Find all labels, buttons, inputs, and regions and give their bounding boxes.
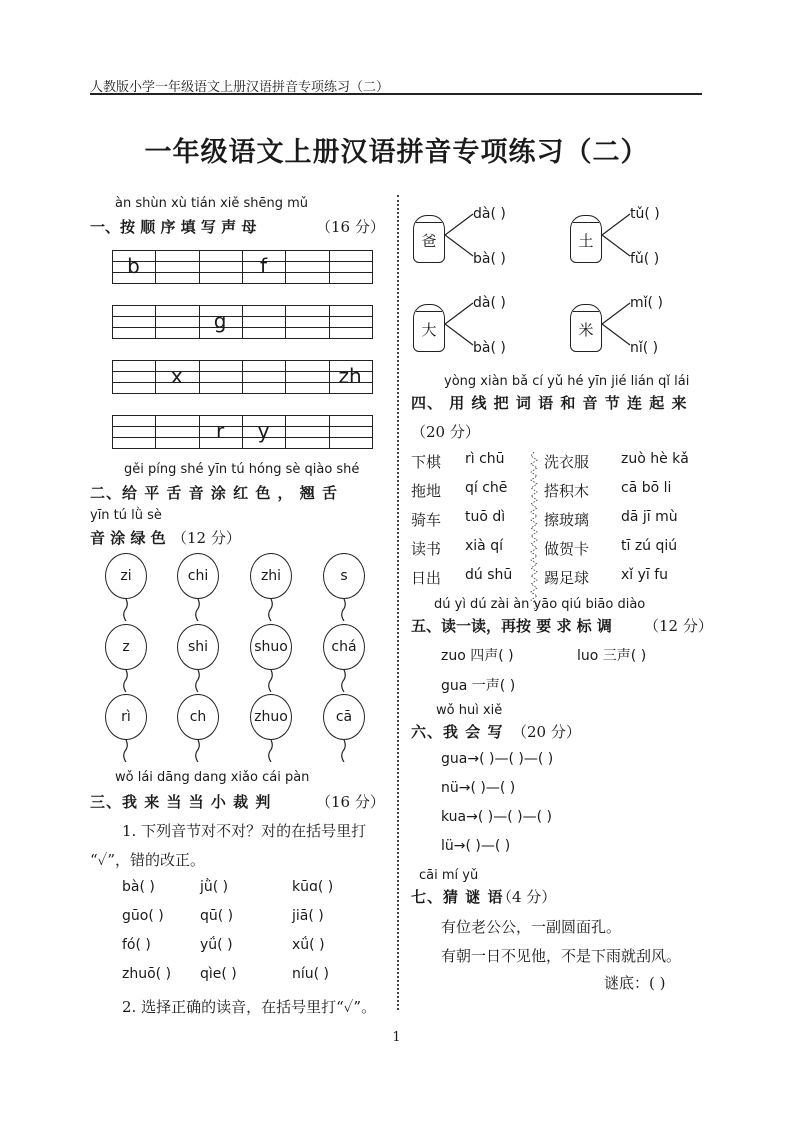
s4-score: （20 分）	[411, 423, 480, 441]
grid-divider	[112, 415, 113, 449]
grid-divider	[285, 360, 286, 394]
grid-cell[interactable]: x	[170, 364, 183, 388]
character-jar: 土	[570, 215, 602, 263]
page-number: 1	[392, 1030, 401, 1045]
match-word[interactable]: 搭积木	[544, 482, 590, 500]
judge-item[interactable]: jiā( )	[292, 908, 324, 924]
match-word[interactable]: 擦玻璃	[544, 511, 590, 529]
branch-lines	[602, 210, 632, 260]
balloon[interactable]: rì	[105, 694, 147, 740]
grid-divider	[242, 305, 243, 339]
judge-item[interactable]: níu( )	[292, 966, 330, 982]
balloon-string	[122, 740, 130, 762]
s4-pinyin: yòng xiàn bǎ cí yǔ hé yīn jié lián qǐ lái	[444, 374, 690, 389]
balloon-string	[340, 599, 348, 621]
s6-score: （20 分）	[512, 723, 581, 741]
s1-score: （16 分）	[316, 218, 385, 236]
balloon[interactable]: chá	[323, 624, 365, 670]
judge-item[interactable]: qū( )	[200, 908, 234, 924]
balloon[interactable]: shuo	[250, 624, 292, 670]
match-word[interactable]: 踢足球	[544, 569, 590, 587]
grid-divider	[155, 250, 156, 284]
write-tones-item[interactable]: kua→( )—( )—( )	[441, 809, 552, 825]
grid-divider	[199, 250, 200, 284]
write-tones-item[interactable]: gua→( )—( )—( )	[441, 751, 554, 767]
balloon[interactable]: zi	[105, 553, 147, 599]
character-jar: 米	[570, 304, 602, 352]
s6-heading: 六、我 会 写	[411, 723, 504, 741]
reading-option-top[interactable]: mǐ( )	[630, 295, 663, 311]
running-header: 人教版小学一年级语文上册汉语拼音专项练习（二）	[90, 80, 390, 95]
branch-lines	[602, 299, 632, 349]
s2-pinyin-2: yīn tú lǜ sè	[90, 508, 162, 523]
match-word[interactable]: 下棋	[411, 453, 442, 471]
grid-divider	[285, 305, 286, 339]
s7-heading: 七、猜 谜 语	[411, 888, 504, 906]
s4-heading: 四、 用 线 把 词 语 和 音 节 连 起 来	[411, 394, 688, 412]
balloon-string	[122, 670, 130, 692]
match-pinyin[interactable]: tuō dì	[465, 509, 506, 525]
grid-divider	[329, 305, 330, 339]
reading-option-top[interactable]: tǔ( )	[630, 206, 660, 222]
page-title: 一年级语文上册汉语拼音专项练习（二）	[144, 137, 649, 168]
judge-item[interactable]: yǘ( )	[200, 937, 233, 953]
header-rule	[90, 93, 702, 95]
balloon-string	[194, 670, 202, 692]
reading-option-bottom[interactable]: bà( )	[473, 251, 506, 267]
judge-item[interactable]: jǜ( )	[200, 879, 229, 895]
match-word[interactable]: 洗衣服	[544, 453, 590, 471]
pinyin-grid-row	[112, 360, 372, 394]
balloon-string	[267, 599, 275, 621]
grid-divider	[155, 415, 156, 449]
character-jar: 爸	[413, 215, 445, 263]
s3-heading: 三、我 来 当 当 小 裁 判	[90, 793, 272, 811]
reading-option-top[interactable]: dà( )	[473, 206, 506, 222]
s2-heading-1: 二、给 平 舌 音 涂 红 色 ， 翘 舌	[90, 484, 339, 502]
match-pinyin[interactable]: tī zú qiú	[621, 538, 678, 554]
grid-divider	[329, 250, 330, 284]
balloon-string	[194, 740, 202, 762]
s7-riddle-line-1: 有位老公公，一副圆面孔。	[441, 918, 622, 936]
s7-pinyin: cāi mí yǔ	[419, 868, 479, 883]
grid-divider	[372, 250, 373, 284]
s3-question-2: 2. 选择正确的读音，在括号里打“✓”。	[122, 998, 377, 1016]
grid-divider	[372, 305, 373, 339]
judge-item[interactable]: gūo( )	[122, 908, 164, 924]
reading-option-top[interactable]: dà( )	[473, 295, 506, 311]
grid-divider	[242, 360, 243, 394]
pinyin-grid-row	[112, 250, 372, 284]
balloon[interactable]: zhi	[250, 553, 292, 599]
s3-pinyin: wǒ lái dāng dang xiǎo cái pàn	[115, 770, 310, 785]
balloon[interactable]: ch	[177, 694, 219, 740]
match-pinyin[interactable]: cā bō li	[621, 480, 672, 496]
pinyin-grid-row	[112, 305, 372, 339]
judge-item[interactable]: fó( )	[122, 937, 151, 953]
balloon-string	[340, 670, 348, 692]
column-divider	[397, 195, 399, 1010]
s3-question-1a: 1. 下列音节对不对？对的在括号里打	[122, 822, 367, 840]
s5-score: （12 分）	[644, 617, 713, 635]
pinyin-grid-row	[112, 415, 372, 449]
grid-cell[interactable]: r	[216, 419, 225, 443]
balloon[interactable]: zhuo	[250, 694, 292, 740]
grid-cell[interactable]: g	[213, 309, 227, 333]
balloon-string	[340, 740, 348, 762]
match-pinyin[interactable]: xià qí	[465, 538, 503, 554]
match-pinyin[interactable]: xǐ yī fu	[621, 567, 669, 583]
balloon[interactable]: s	[323, 553, 365, 599]
s5-heading: 五、读一读，再按 要 求 标 调	[411, 617, 612, 635]
branch-lines	[445, 299, 475, 349]
s5-item-luo: luo 三声( )	[577, 648, 647, 664]
dotted-column-separator	[530, 452, 538, 610]
grid-divider	[199, 360, 200, 394]
reading-option-bottom[interactable]: fǔ( )	[630, 251, 660, 267]
grid-divider	[372, 415, 373, 449]
balloon[interactable]: shi	[177, 624, 219, 670]
match-pinyin[interactable]: dā jī mù	[621, 509, 678, 525]
s7-riddle-line-2: 有朝一日不见他，不是下雨就刮风。	[441, 947, 682, 965]
s6-pinyin: wǒ huì xiě	[436, 703, 503, 718]
s2-pinyin-1: gěi píng shé yīn tú hóng sè qiào shé	[124, 462, 360, 477]
grid-cell[interactable]: b	[127, 254, 140, 278]
balloon[interactable]: chi	[177, 553, 219, 599]
grid-cell[interactable]: f	[259, 254, 267, 278]
write-tones-item[interactable]: lü→( )—( )	[441, 838, 511, 854]
balloon-string	[267, 740, 275, 762]
match-word[interactable]: 做贺卡	[544, 540, 590, 558]
grid-divider	[285, 250, 286, 284]
balloon-string	[267, 670, 275, 692]
match-pinyin[interactable]: rì chū	[465, 451, 505, 467]
write-tones-item[interactable]: nü→( )—( )	[441, 780, 516, 796]
judge-item[interactable]: zhuō( )	[122, 966, 172, 982]
match-word[interactable]: 读书	[411, 540, 442, 558]
reading-option-bottom[interactable]: nǐ( )	[630, 340, 659, 356]
s7-answer: 谜底：( )	[604, 974, 666, 992]
balloon[interactable]: z	[105, 624, 147, 670]
balloon[interactable]: cā	[323, 694, 365, 740]
grid-cell[interactable]: y	[257, 419, 270, 443]
reading-option-bottom[interactable]: bà( )	[473, 340, 506, 356]
judge-item[interactable]: bà( )	[122, 879, 155, 895]
grid-divider	[155, 305, 156, 339]
grid-divider	[372, 360, 373, 394]
grid-divider	[285, 415, 286, 449]
s5-pinyin: dú yì dú zài àn yāo qiú biāo diào	[434, 597, 646, 612]
character-jar: 大	[413, 304, 445, 352]
match-word[interactable]: 骑车	[411, 511, 442, 529]
grid-divider	[329, 415, 330, 449]
s1-pinyin: àn shùn xù tián xiě shēng mǔ	[115, 196, 309, 211]
grid-divider	[112, 360, 113, 394]
judge-item[interactable]: qìe( )	[200, 966, 237, 982]
balloon-string	[194, 599, 202, 621]
grid-divider	[112, 305, 113, 339]
s3-question-1b: “✓”，错的改正。	[90, 851, 206, 869]
s3-score: （16 分）	[316, 793, 385, 811]
balloon-string	[122, 599, 130, 621]
s5-item-zuo: zuo 四声( )	[441, 648, 514, 664]
s5-item-gua: gua 一声( )	[441, 678, 516, 694]
s7-score: （4 分）	[497, 888, 557, 906]
grid-cell[interactable]: zh	[338, 364, 362, 388]
branch-lines	[445, 210, 475, 260]
judge-item[interactable]: kūɑ( )	[292, 879, 334, 895]
judge-item[interactable]: xǘ( )	[292, 937, 325, 953]
match-pinyin[interactable]: dú shū	[465, 567, 513, 583]
match-word[interactable]: 日出	[411, 569, 442, 587]
match-pinyin[interactable]: qí chē	[465, 480, 508, 496]
match-word[interactable]: 拖地	[411, 482, 442, 500]
match-pinyin[interactable]: zuò hè kǎ	[621, 451, 689, 467]
s2-heading-2: 音 涂 绿 色	[90, 529, 166, 547]
s2-score: （12 分）	[172, 529, 241, 547]
s1-heading: 一、按 顺 序 填 写 声 母	[90, 218, 257, 236]
